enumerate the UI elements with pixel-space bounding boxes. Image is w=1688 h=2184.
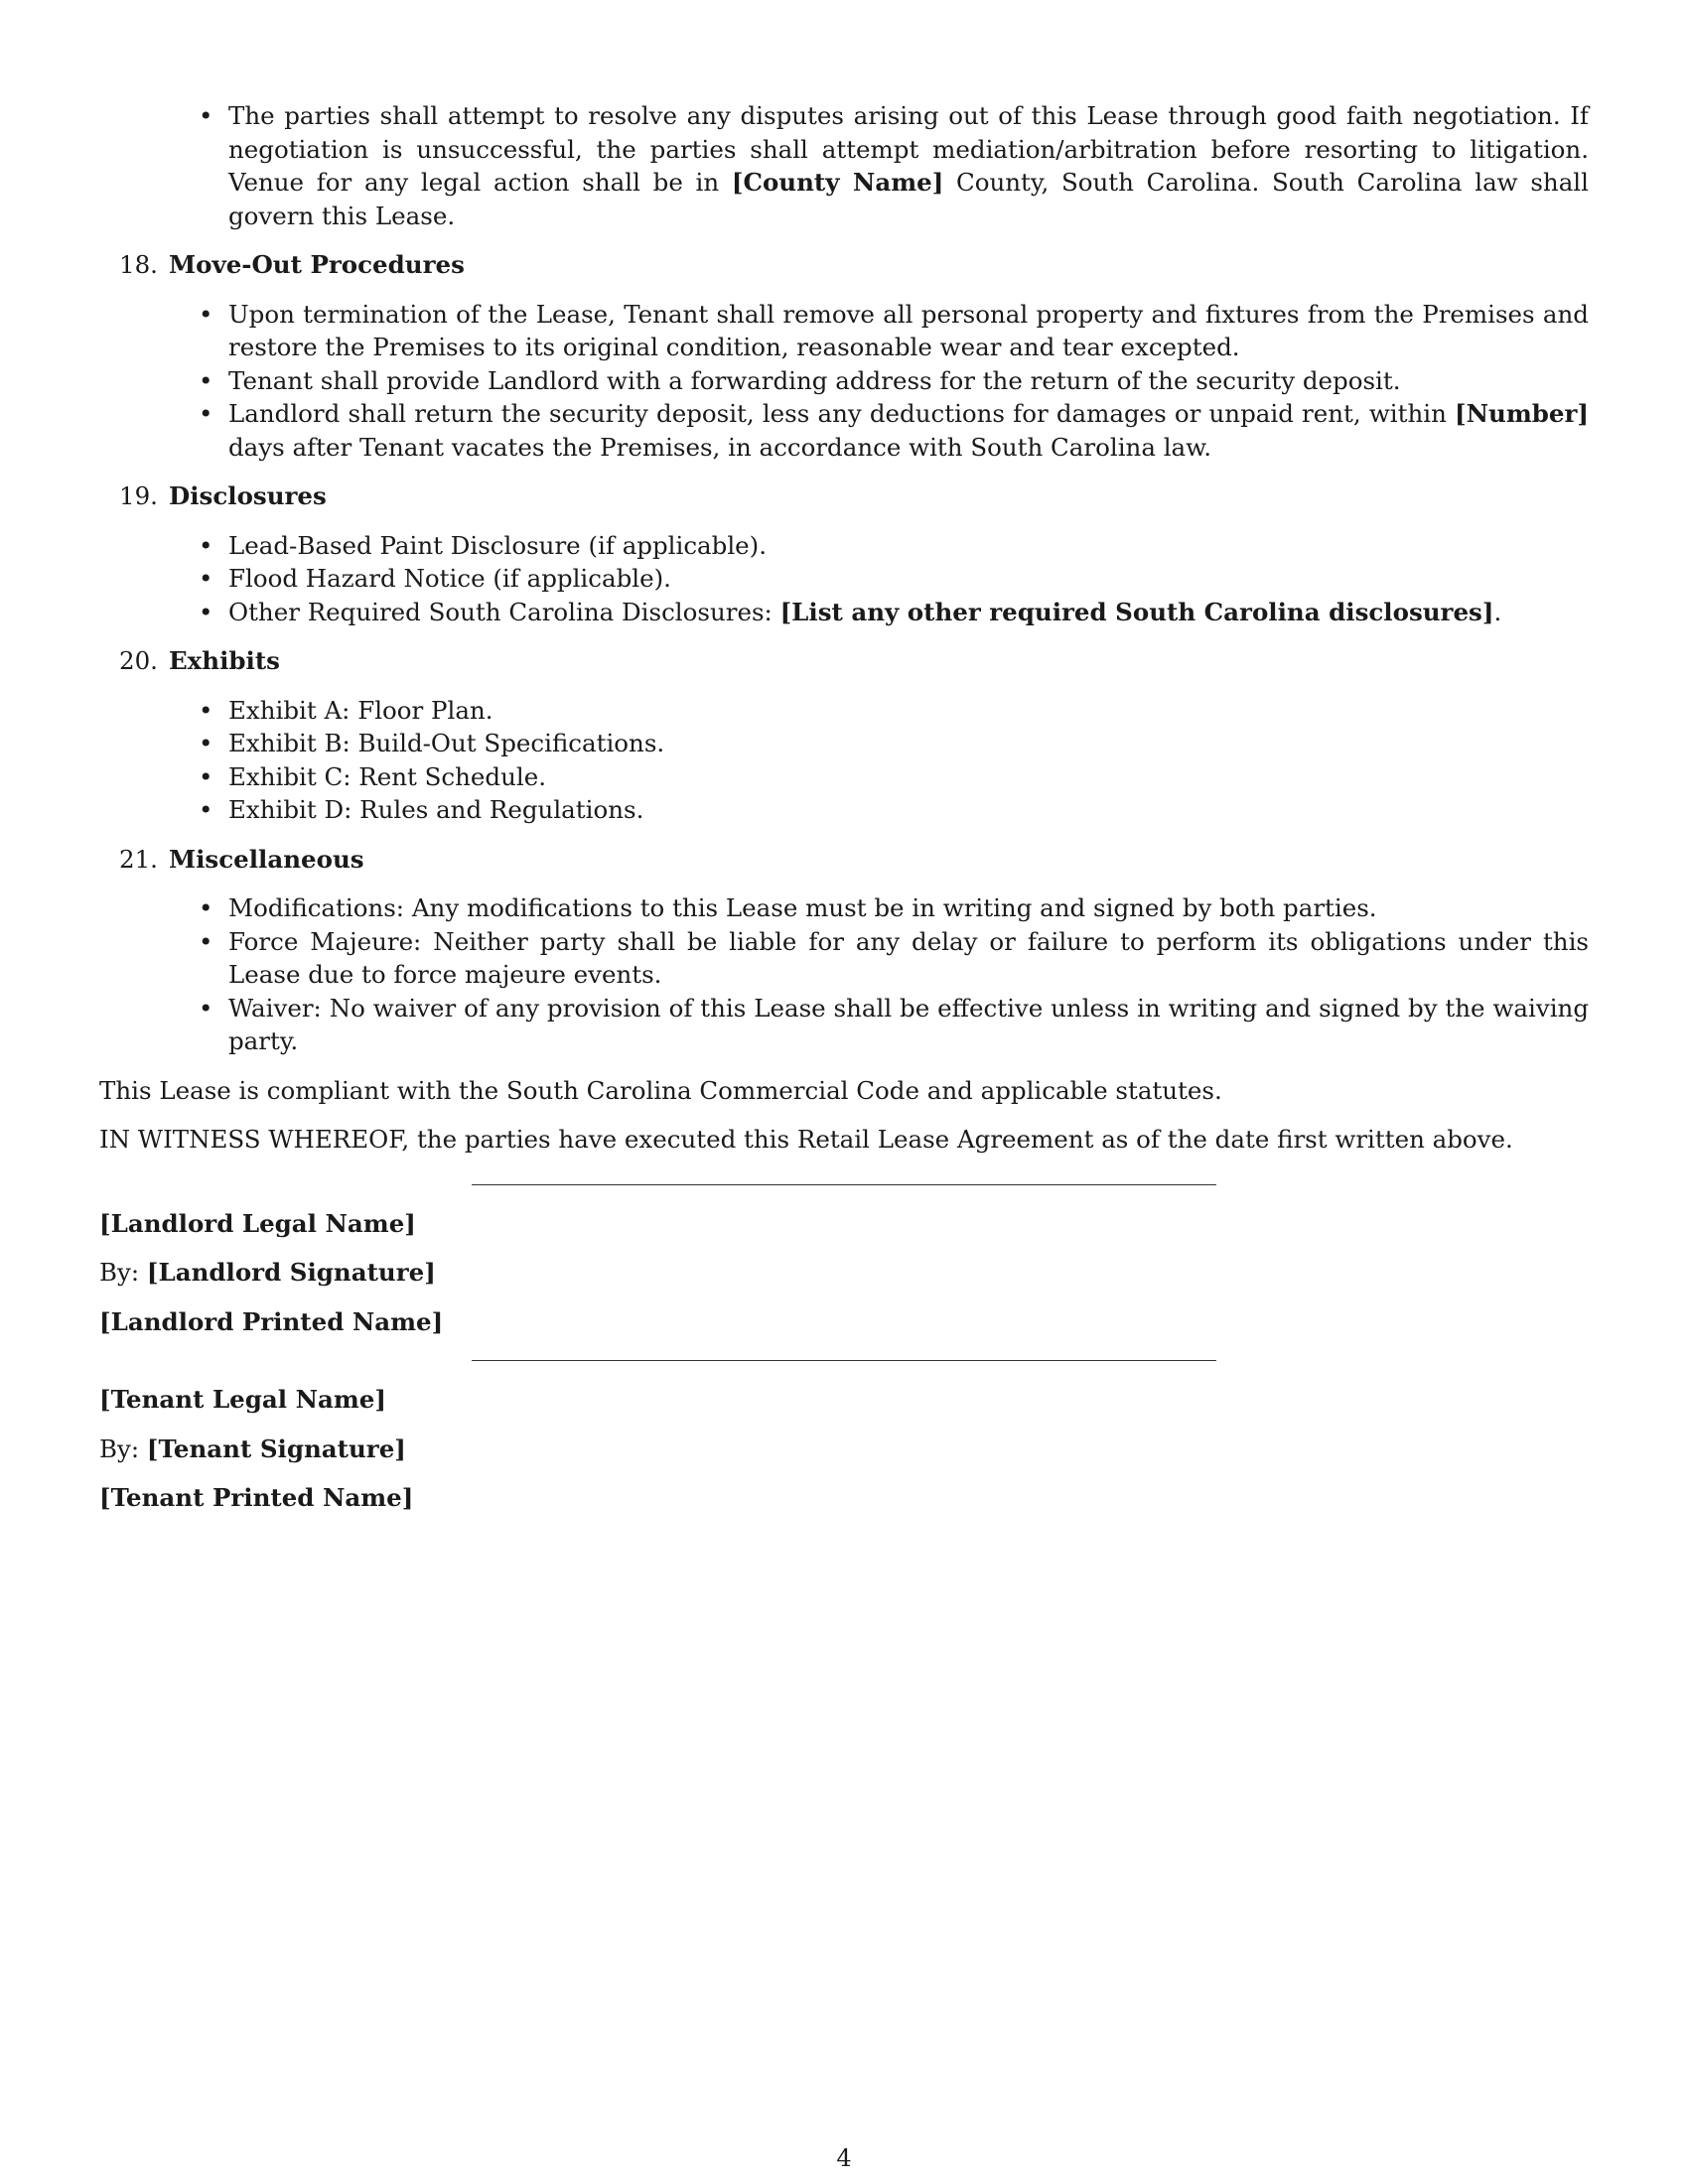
list-item	[99, 727, 1589, 760]
list-item	[99, 760, 1589, 794]
section-title: Miscellaneous	[169, 844, 364, 874]
section-heading-miscellaneous	[99, 843, 1589, 877]
landlord-legal-name: [Landlord Legal Name]	[99, 1208, 416, 1238]
by-label: By:	[99, 1433, 147, 1463]
item-text: Upon termination of the Lease, Tenant shall remove all personal property and fixtures from the Premises and restore the Premises to its original condition, reasonable wear and tear excepted.	[228, 299, 1589, 361]
list-item	[99, 891, 1589, 925]
dispute-bullets	[99, 99, 1589, 232]
item-text: Landlord shall return the security deposit, less any deductions for damages or unpaid rent, within	[228, 399, 1456, 428]
list-item	[99, 694, 1589, 728]
tenant-signature: [Tenant Signature]	[146, 1433, 406, 1463]
landlord-signature-line	[472, 1184, 1216, 1185]
tenant-legal-name: [Tenant Legal Name]	[99, 1385, 386, 1414]
list-item	[99, 992, 1589, 1058]
section-heading-disclosures	[99, 479, 1589, 513]
list-item	[99, 793, 1589, 827]
section-number: 21.	[119, 844, 158, 874]
list-item	[99, 925, 1589, 992]
tenant-signature-line	[472, 1360, 1216, 1361]
move-out-bullets	[99, 298, 1589, 465]
item-text: Exhibit C: Rent Schedule.	[228, 761, 546, 791]
list-item	[99, 529, 1589, 563]
disclosures-bullets	[99, 529, 1589, 629]
landlord-by-row	[99, 1256, 1589, 1290]
section-title: Exhibits	[169, 646, 280, 675]
item-text: Exhibit B: Build-Out Specifications.	[228, 729, 665, 757]
compliance-paragraph: This Lease is compliant with the South Carolina Commercial Code and applicable statutes.	[99, 1075, 1222, 1105]
list-item	[99, 596, 1589, 629]
page-number: 4	[836, 2144, 852, 2172]
witness-paragraph: IN WITNESS WHEREOF, the parties have executed this Retail Lease Agreement as of the date first written above.	[99, 1125, 1513, 1154]
landlord-printed-name: [Landlord Printed Name]	[99, 1306, 444, 1336]
placeholder-disclosures: [List any other required South Carolina disclosures]	[779, 597, 1494, 626]
section-number: 20.	[119, 646, 158, 675]
exhibits-bullets	[99, 694, 1589, 827]
section-heading-move-out	[99, 248, 1589, 282]
item-text: Force Majeure: Neither party shall be liable for any delay or failure to perform its obligations under this Lease due to force majeure events.	[228, 926, 1589, 989]
section-number: 18.	[119, 250, 158, 279]
landlord-signature: [Landlord Signature]	[146, 1258, 436, 1287]
document-page	[99, 99, 1589, 1531]
list-item	[99, 364, 1589, 398]
item-text: Tenant shall provide Landlord with a forwarding address for the return of the security deposit.	[228, 365, 1401, 395]
placeholder-number: [Number]	[1455, 399, 1589, 428]
section-heading-exhibits	[99, 644, 1589, 678]
list-item	[99, 298, 1589, 364]
list-item	[99, 397, 1589, 464]
item-text: Other Required South Carolina Disclosures:	[228, 597, 780, 626]
list-item	[99, 99, 1589, 232]
section-title: Move-Out Procedures	[169, 250, 465, 279]
by-label: By:	[99, 1258, 147, 1287]
item-text: Waiver: No waiver of any provision of this Lease shall be effective unless in writing and signed by the waiving party.	[228, 993, 1589, 1055]
item-text: Exhibit D: Rules and Regulations.	[228, 795, 644, 824]
section-number: 19.	[119, 481, 158, 510]
item-text-tail: .	[1493, 597, 1502, 626]
item-text-tail: days after Tenant vacates the Premises, in accordance with South Carolina law.	[228, 432, 1212, 462]
section-title: Disclosures	[169, 481, 327, 510]
item-text: Exhibit A: Floor Plan.	[228, 695, 493, 725]
item-text: Modifications: Any modifications to this Lease must be in writing and signed by both parties.	[228, 893, 1377, 922]
item-text: Flood Hazard Notice (if applicable).	[228, 564, 671, 593]
list-item	[99, 562, 1589, 596]
item-text: Lead-Based Paint Disclosure (if applicable).	[228, 530, 768, 560]
item-text-tail: County, South Carolina. South Carolina law shall govern this Lease.	[228, 168, 1589, 230]
item-text: The parties shall attempt to resolve any disputes arising out of this Lease through good faith negotiation. If negotiation is unsuccessful, the parties shall attempt mediation/arbitration before resorting to litigation. Venue for any legal action shall be in	[228, 101, 1589, 197]
tenant-printed-name: [Tenant Printed Name]	[99, 1483, 414, 1512]
placeholder-county: [County Name]	[731, 168, 944, 197]
tenant-by-row	[99, 1433, 1589, 1466]
miscellaneous-bullets	[99, 891, 1589, 1058]
